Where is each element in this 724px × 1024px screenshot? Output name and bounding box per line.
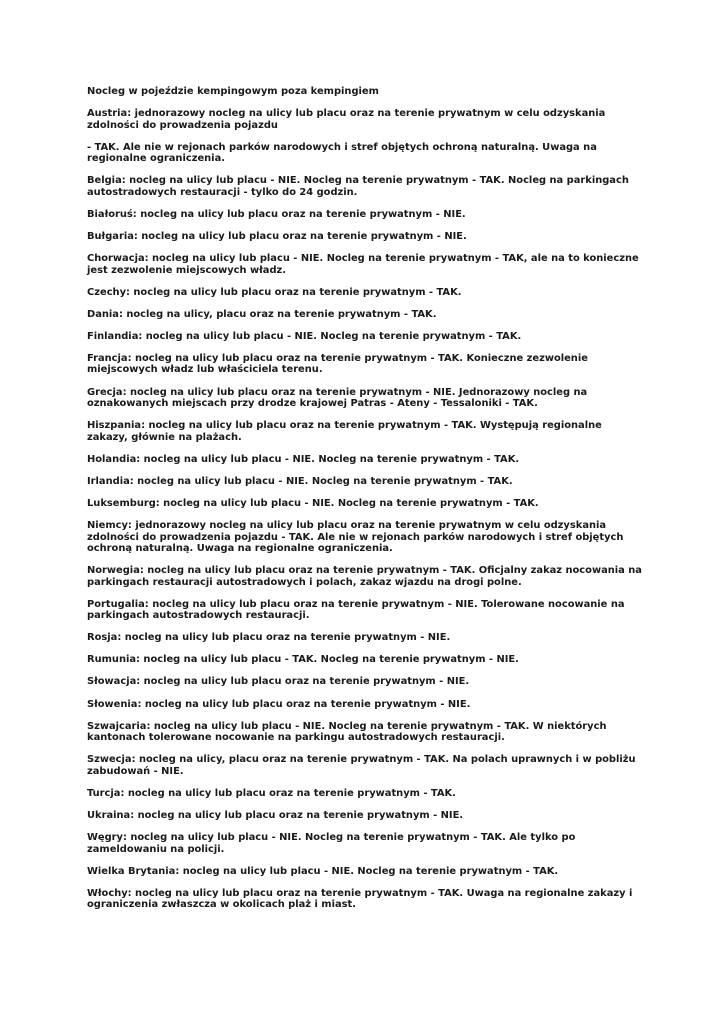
paragraph-bialorus: Białoruś: nocleg na ulicy lub placu oraz na terenie prywatnym - NIE. xyxy=(87,208,466,220)
paragraph-holandia: Holandia: nocleg na ulicy lub placu - NIE. Nocleg na terenie prywatnym - TAK. xyxy=(87,453,520,465)
paragraph-wielka-brytania: Wielka Brytania: nocleg na ulicy lub placu - NIE. Nocleg na terenie prywatnym - TAK. xyxy=(87,865,559,877)
paragraph-finlandia: Finlandia: nocleg na ulicy lub placu - NIE. Nocleg na terenie prywatnym - TAK. xyxy=(87,330,522,342)
paragraph-slowacja: Słowacja: nocleg na ulicy lub placu oraz na terenie prywatnym - NIE. xyxy=(87,676,470,688)
paragraph-austria: Austria: jednorazowy nocleg na ulicy lub placu oraz na terenie prywatnym w celu odzyskania zdolności do prowadzenia pojazdu xyxy=(87,108,606,131)
paragraph-norwegia: Norwegia: nocleg na ulicy lub placu oraz na terenie prywatnym - TAK. Oficjalny zakaz nocowania na parkingach restauracji autostradowych i polach, zakaz wjazdu na drogi polne. xyxy=(87,565,642,588)
document-title: Nocleg w pojeździe kempingowym poza kempingiem xyxy=(87,86,379,97)
paragraph-belgia: Belgia: nocleg na ulicy lub placu - NIE. Nocleg na terenie prywatnym - TAK. Nocleg na parkingach autostradowych restauracji - tylko do 24 godzin. xyxy=(87,175,629,198)
paragraph-luksemburg: Luksemburg: nocleg na ulicy lub placu - NIE. Nocleg na terenie prywatnym - TAK. xyxy=(87,497,539,509)
paragraph-rumunia: Rumunia: nocleg na ulicy lub placu - TAK. Nocleg na terenie prywatnym - NIE. xyxy=(87,654,519,666)
paragraph-ukraina: Ukraina: nocleg na ulicy lub placu oraz na terenie prywatnym - NIE. xyxy=(87,809,464,821)
paragraph-czechy: Czechy: nocleg na ulicy lub placu oraz na terenie prywatnym - TAK. xyxy=(87,286,462,298)
paragraph-szwecja: Szwecja: nocleg na ulicy, placu oraz na terenie prywatnym - TAK. Na polach uprawnych i w pobliżu zabudowań - NIE. xyxy=(87,754,636,777)
paragraph-bulgaria: Bułgaria: nocleg na ulicy lub placu oraz na terenie prywatnym - NIE. xyxy=(87,230,467,242)
paragraph-niemcy: Niemcy: jednorazowy nocleg na ulicy lub placu oraz na terenie prywatnym w celu odzyskania zdolności do prowadzenia pojazdu - TAK. Ale nie w rejonach parków narodowych i stref objętych ochroną naturalną. Uwaga na regionalne ograniczenia. xyxy=(87,520,624,554)
document-page xyxy=(87,86,642,921)
paragraph-rosja: Rosja: nocleg na ulicy lub placu oraz na terenie prywatnym - NIE. xyxy=(87,632,451,644)
paragraph-francja: Francja: nocleg na ulicy lub placu oraz na terenie prywatnym - TAK. Konieczne zezwolenie miejscowych władz lub właściciela terenu. xyxy=(87,352,588,376)
paragraph-dania: Dania: nocleg na ulicy, placu oraz na terenie prywatnym - TAK. xyxy=(87,308,437,320)
paragraph-grecja: Grecja: nocleg na ulicy lub placu oraz na terenie prywatnym - NIE. Jednorazowy nocleg na oznakowanych miejscach przy drodze krajowej Patras - Ateny - Tessaloniki - TAK. xyxy=(87,386,588,410)
paragraph-szwajcaria: Szwajcaria: nocleg na ulicy lub placu - NIE. Nocleg na terenie prywatnym - TAK. W niektórych kantonach tolerowane nocowanie na parkingu autostradowych restauracji. xyxy=(87,720,607,744)
paragraph-wegry: Węgry: nocleg na ulicy lub placu - NIE. Nocleg na terenie prywatnym - TAK. Ale tylko po zameldowaniu na policji. xyxy=(87,832,576,855)
paragraph-slowenia: Słowenia: nocleg na ulicy lub placu oraz na terenie prywatnym - NIE. xyxy=(87,698,471,710)
paragraph-hiszpania: Hiszpania: nocleg na ulicy lub placu oraz na terenie prywatnym - TAK. Występują regionalne zakazy, głównie na plażach. xyxy=(87,420,602,443)
paragraph-chorwacja: Chorwacja: nocleg na ulicy lub placu - NIE. Nocleg na terenie prywatnym - TAK, ale na to konieczne jest zezwolenie miejscowych władz. xyxy=(87,253,639,276)
paragraph-wlochy: Włochy: nocleg na ulicy lub placu oraz na terenie prywatnym - TAK. Uwaga na regionalne zakazy i ograniczenia zwłaszcza w okolicach plaż i miast. xyxy=(87,887,633,911)
paragraph-turcja: Turcja: nocleg na ulicy lub placu oraz na terenie prywatnym - TAK. xyxy=(87,787,456,799)
paragraph-austria-continued: - TAK. Ale nie w rejonach parków narodowych i stref objętych ochroną naturalną. Uwaga na regionalne ograniczenia. xyxy=(87,141,597,165)
paragraph-portugalia: Portugalia: nocleg na ulicy lub placu oraz na terenie prywatnym - NIE. Tolerowane nocowanie na parkingach autostradowych restauracji. xyxy=(87,598,625,622)
paragraph-irlandia: Irlandia: nocleg na ulicy lub placu - NIE. Nocleg na terenie prywatnym - TAK. xyxy=(87,475,513,487)
